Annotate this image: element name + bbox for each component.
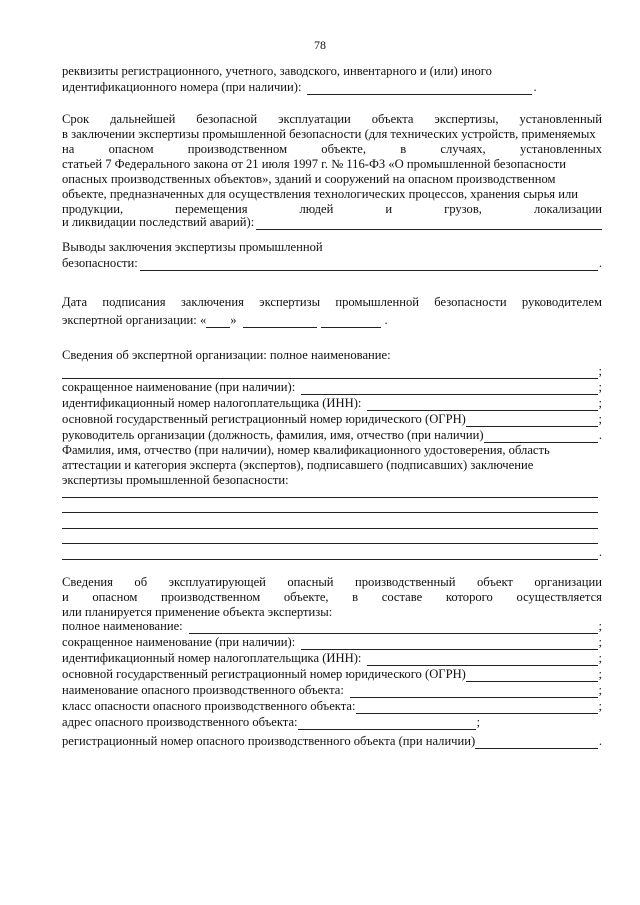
opo-address-row: адрес опасного производственного объекта: ; <box>62 715 481 729</box>
justified-word: локализации <box>533 202 602 216</box>
justified-word: людей <box>299 202 334 216</box>
date-month-blank <box>243 316 317 328</box>
operator-line-1 <box>62 575 602 590</box>
term-line-2: в заключении экспертизы промышленной безопасности (для технических устройств, применяемых <box>62 127 596 141</box>
justified-word: которого <box>445 590 493 604</box>
justified-word: на <box>62 142 75 156</box>
justified-word: Сведения <box>62 575 113 589</box>
justified-word: грузов, <box>444 202 482 216</box>
conclusions-blank <box>140 259 598 271</box>
date-year-blank <box>321 316 381 328</box>
justified-word: объекте, <box>321 142 366 156</box>
conclusions-line-2: безопасности: . <box>62 256 602 270</box>
experts-line-1: Фамилия, имя, отчество (при наличии), номер квалификационного удостоверения, область <box>62 443 550 457</box>
experts-blank-4 <box>62 543 598 544</box>
justified-word: опасном <box>92 590 138 604</box>
expert-org-head-row: руководитель организации (должность, фамилия, имя, отчество (при наличии) . <box>62 428 602 442</box>
operator-ogrn-blank <box>466 670 598 682</box>
justified-word: опасный <box>287 575 334 589</box>
signing-date-line-2: экспертной организации: « » . <box>62 313 388 327</box>
operator-full-name-row: полное наименование: ; <box>62 619 602 633</box>
expert-org-ogrn-blank <box>466 415 598 427</box>
justified-word: эксплуатирующей <box>168 575 266 589</box>
justified-word: производственном <box>187 142 288 156</box>
justified-word: эксплуатации <box>278 112 351 126</box>
justified-word: промышленной <box>335 295 420 309</box>
justified-word: Дата <box>62 295 88 309</box>
date-day-blank <box>206 316 230 328</box>
justified-word: перемещения <box>175 202 248 216</box>
expert-org-title: Сведения об экспертной организации: полное наименование: <box>62 348 391 362</box>
term-line-3 <box>62 142 602 157</box>
justified-word: безопасной <box>196 112 258 126</box>
expert-org-full-name-blank <box>62 367 598 379</box>
justified-word: руководителем <box>521 295 602 309</box>
term-line-6: объекте, предназначенных для осуществления технологических процессов, хранения сырья или <box>62 187 579 201</box>
justified-word: в <box>352 590 359 604</box>
operator-ogrn-row: основной государственный регистрационный номер юридического (ОГРН) ; <box>62 667 602 681</box>
expert-org-short-name-blank <box>301 383 597 395</box>
justified-word: и <box>62 590 69 604</box>
conclusions-line-1: Выводы заключения экспертизы промышленной <box>62 240 323 254</box>
justified-word: объект <box>476 575 513 589</box>
expert-org-full-name-row: ; <box>62 364 602 379</box>
operator-inn-row: идентификационный номер налогоплательщика (ИНН): ; <box>62 651 602 665</box>
justified-word: опасном <box>108 142 154 156</box>
experts-blank-1 <box>62 497 598 498</box>
opo-class-row: класс опасности опасного производственного объекта: ; <box>62 699 602 713</box>
justified-word: подписания <box>102 295 166 309</box>
justified-word: составе <box>381 590 423 604</box>
operator-line-3: или планируется применение объекта экспертизы: <box>62 605 333 619</box>
operator-full-name-blank <box>189 622 598 634</box>
justified-word: объекте, <box>283 590 329 604</box>
term-line-1 <box>62 112 602 127</box>
term-line-4: статьей 7 Федерального закона от 21 июля 1997 г. № 116-ФЗ «О промышленной безопасности <box>62 157 566 171</box>
justified-word: объекта <box>371 112 414 126</box>
opo-name-blank <box>350 686 598 698</box>
justified-word: в <box>400 142 407 156</box>
operator-short-name-row: сокращенное наименование (при наличии): ; <box>62 635 602 649</box>
expert-org-ogrn-row: основной государственный регистрационный номер юридического (ОГРН) ; <box>62 412 602 426</box>
operator-inn-blank <box>367 654 597 666</box>
experts-blank-2 <box>62 512 598 513</box>
justified-word: установленных <box>519 142 602 156</box>
justified-word: и <box>385 202 393 216</box>
justified-word: установленный <box>519 112 602 126</box>
page-number: 78 <box>314 38 326 52</box>
justified-word: продукции, <box>62 202 124 216</box>
justified-word: экспертизы <box>259 295 321 309</box>
expert-org-inn-row: идентификационный номер налогоплательщика (ИНН): ; <box>62 396 602 410</box>
opo-reg-number-blank <box>475 737 598 749</box>
justified-word: производственный <box>355 575 456 589</box>
opo-reg-number-row: регистрационный номер опасного производственного объекта (при наличии) . <box>62 734 602 748</box>
justified-word: заключения <box>180 295 244 309</box>
justified-word: организации <box>534 575 602 589</box>
justified-word: дальнейшей <box>110 112 176 126</box>
expert-org-head-blank <box>484 431 598 443</box>
justified-word: об <box>134 575 148 589</box>
term-line-8: и ликвидации последствий аварий): <box>62 215 602 230</box>
opo-class-blank <box>356 702 598 714</box>
requisites-blank <box>307 83 532 95</box>
opo-name-row: наименование опасного производственного объекта: ; <box>62 683 602 697</box>
expert-org-inn-blank <box>367 399 597 411</box>
requisites-line-1: реквизиты регистрационного, учетного, заводского, инвентарного и (или) иного <box>62 64 492 78</box>
experts-blank-3 <box>62 528 598 529</box>
justified-word: Срок <box>62 112 90 126</box>
signing-date-line-1 <box>62 295 602 310</box>
experts-line-3: экспертизы промышленной безопасности: <box>62 473 289 487</box>
justified-word: случаях, <box>440 142 486 156</box>
justified-word: экспертизы, <box>434 112 499 126</box>
term-blank <box>256 218 602 230</box>
justified-word: осуществляется <box>516 590 602 604</box>
experts-blank-5 <box>62 548 598 560</box>
justified-word: производственном <box>160 590 261 604</box>
expert-org-short-name-row: сокращенное наименование (при наличии): ; <box>62 380 602 394</box>
opo-address-blank <box>298 718 476 730</box>
operator-short-name-blank <box>301 638 597 650</box>
operator-line-2 <box>62 590 602 605</box>
justified-word: безопасности <box>434 295 507 309</box>
experts-line-2: аттестации и категория эксперта (экспертов), подписавшего (подписавших) заключение <box>62 458 534 472</box>
term-line-5: опасных производственных объектов», зданий и сооружений на опасном производственном <box>62 172 556 186</box>
requisites-line-2: идентификационного номера (при наличии): . <box>62 80 537 94</box>
experts-blank-5-row: . <box>62 545 602 560</box>
